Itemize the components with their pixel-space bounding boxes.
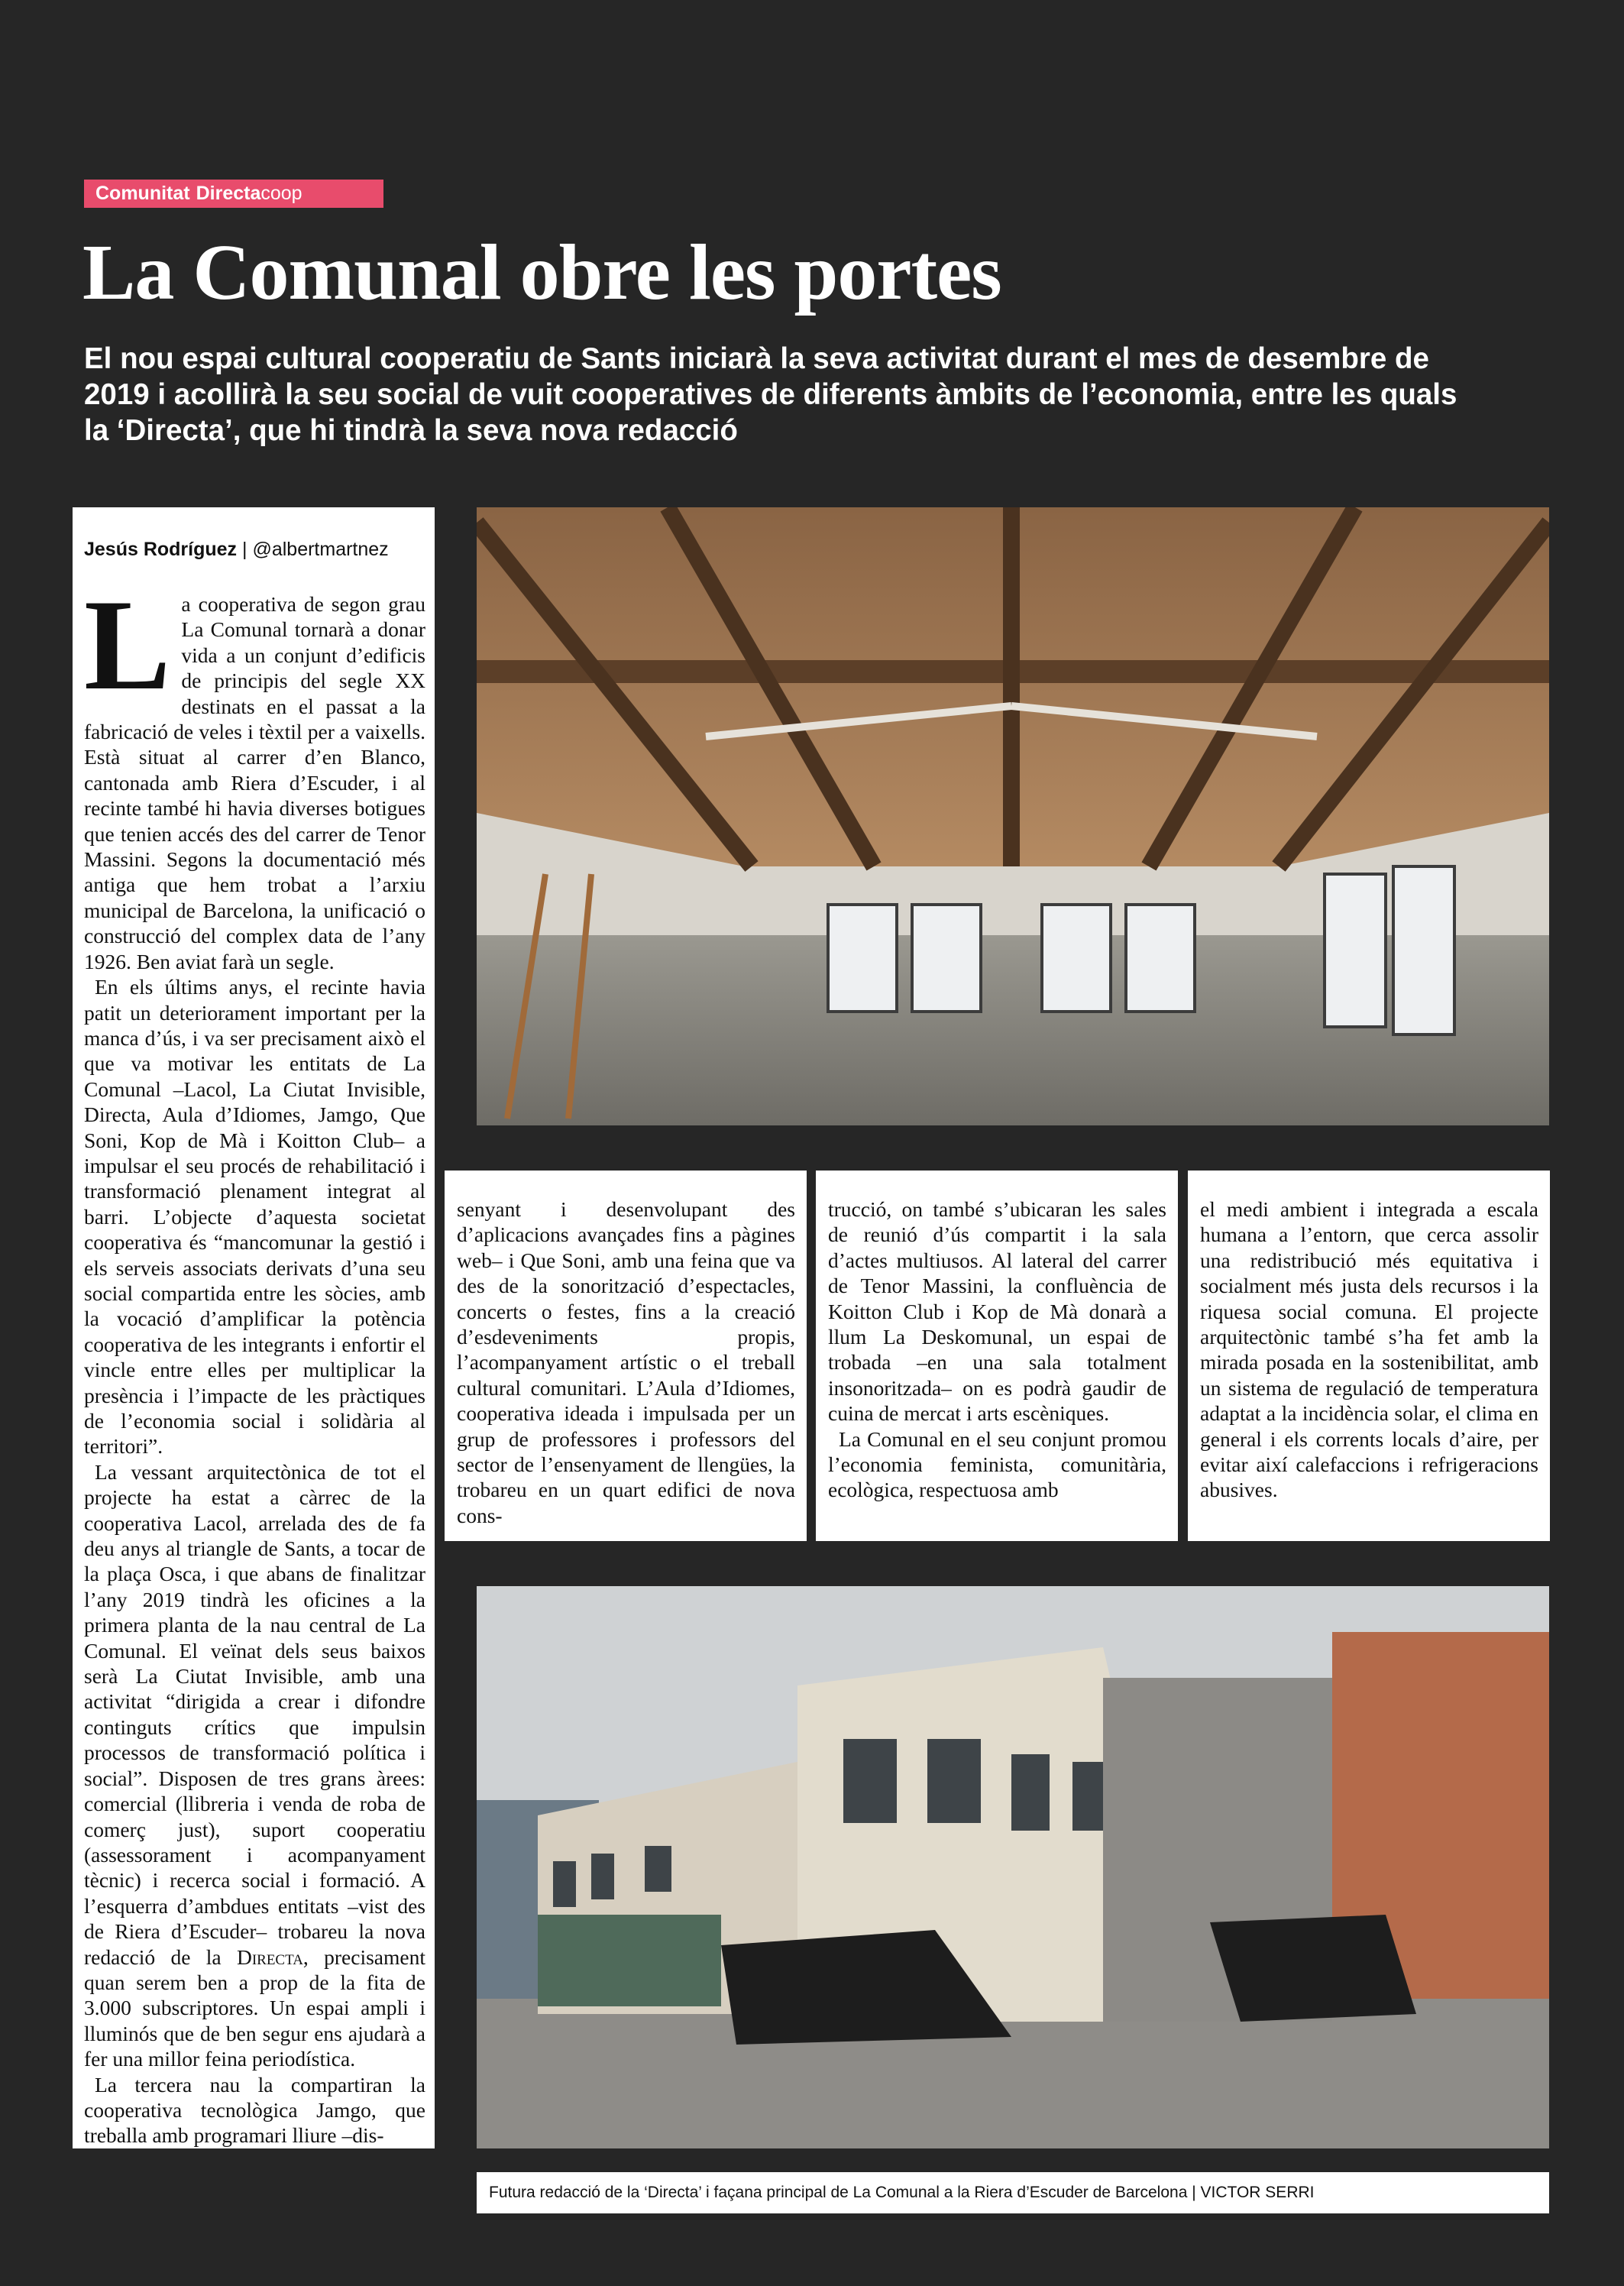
section-tag xyxy=(84,180,383,208)
byline xyxy=(84,538,425,561)
paragraph-3 xyxy=(84,1459,425,2072)
interior-roof-image xyxy=(477,507,1549,1125)
photo-caption xyxy=(477,2172,1549,2213)
headline: La Comunal obre les portes xyxy=(82,228,1001,316)
article-left-column xyxy=(73,507,435,2148)
facade-photo xyxy=(477,1586,1549,2148)
section-tag-prefix: Comunitat xyxy=(95,183,190,204)
caption-separator: | xyxy=(1187,2184,1201,2201)
article-column-4: el medi ambient i integrada a escala humana a l’entorn, que cerca assolir una redistribució més equitativa i socialment més justa dels recursos i la riquesa social comuna. El projecte arquitectònic també s’ha fet amb la mirada posada en la sostenibilitat, amb un sistema de regulació de temperatura adaptat a la incidència solar, el clima en general i els corrents locals d’aire, per evitar així calefaccions i refrigeracions abusives. xyxy=(1188,1171,1550,1541)
drop-cap: L xyxy=(84,573,171,717)
paragraph-4: La tercera nau la compartiran la cooperativa tecnològica Jamgo, que treballa amb programari lliure –dis- xyxy=(84,2072,425,2148)
facade-street-image xyxy=(477,1586,1549,2148)
directa-name: Directa xyxy=(236,1944,303,1969)
interior-photo xyxy=(477,507,1549,1125)
directa-logo-text: Directa xyxy=(196,183,261,204)
byline-handle[interactable]: @albertmartnez xyxy=(252,539,389,560)
paragraph-3-text-b: , precisament quan serem ben a prop de la fita de 3.000 subscriptores. Un espai ampli i lluminós que de ben segur ens ajudarà a fer una millor feina periodística. xyxy=(84,1944,425,2071)
byline-separator: | xyxy=(237,539,253,560)
article-column-3 xyxy=(816,1171,1178,1541)
caption-text: Futura redacció de la ‘Directa’ i façana principal de La Comunal a la Riera d’Escuder de Barcelona xyxy=(489,2184,1188,2201)
section-tag-suffix: coop xyxy=(260,183,302,204)
subtitle: El nou espai cultural cooperatiu de Sants iniciarà la seva activitat durant el mes de desembre de 2019 i acollirà la seu social de vuit cooperatives de diferents àmbits de l’economia, entre les quals la ‘Directa’, que hi tindrà la seva nova redacció xyxy=(84,342,1457,447)
article-column-2: senyant i desenvolupant des d’aplicacions avançades fins a pàgines web– i Que Soni, amb una feina que va des de la sonorització d’espectacles, concerts o festes, fins a la creació d’esdeveniments propis, l’acompanyament artístic o el treball cultural comunitari. L’Aula d’Idiomes, cooperativa ideada i impulsada per un grup de professores i professors del sector de l’ensenyament de llengües, la trobareu en un quart edifici de nova cons- xyxy=(445,1171,807,1541)
column-3-text-a: trucció, on també s’ubicaran les sales de reunió d’ús compartit i la sala d’actes multiusos. Al lateral del carrer de Tenor Massini, la confluència de Koitton Club i Kop de Mà donarà a llum La Deskomunal, un espai de trobada –en una sala totalment insonoritzada– on es podrà gaudir de cuina de mercat i arts escèniques. xyxy=(828,1197,1166,1426)
paragraph-1: a cooperativa de segon grau La Comunal tornarà a donar vida a un conjunt d’edificis de principis del segle XX destinats en el passat a la fabricació de veles i tèxtil per a vaixells. Està situat al carrer d’en Blanco, cantonada amb Riera d’Escuder, i al recinte també hi havia diverses botigues que tenien accés des del carrer de Tenor Massini. Segons la documentació més antiga que hem trobat a l’arxiu municipal de Barcelona, la unificació o construcció del complex data de l’any 1926. Ben aviat farà un segle. xyxy=(84,592,425,973)
paragraph-3-text-a: La vessant arquitectònica de tot el projecte ha estat a càrrec de la cooperativa Lacol, arrelada des de fa deu anys al triangle de Sants, a tocar de la plaça Osca, i que abans de finalitzar l’any 2019 tindrà les oficines a la primera planta de la nau central de La Comunal. El veïnat dels seus baixos serà La Ciutat Invisible, amb una activitat “dirigida a crear i difondre continguts crítics que impulsin processos de transformació política i social”. Disposen de tres grans àrees: comercial (llibreria i venda de roba de comerç just), suport cooperatiu (assessorament i acompanyament tècnic) i recerca social i formació. A l’esquerra d’ambdues entitats –vist des de Riera d’Escuder– trobareu la nova redacció de la xyxy=(84,1459,425,1969)
byline-author: Jesús Rodríguez xyxy=(84,539,238,560)
column-3-text-b: La Comunal en el seu conjunt promou l’economia feminista, comunitària, ecològica, respectuosa amb xyxy=(828,1426,1166,1502)
photo-credit: VICTOR SERRI xyxy=(1200,2184,1315,2201)
article-body xyxy=(84,573,425,2148)
paragraph-2: En els últims anys, el recinte havia patit un deteriorament important per la manca d’ús, i va ser precisament això el que va motivar les entitats de La Comunal –Lacol, La Ciutat Invisible, Directa, Aula d’Idiomes, Jamgo, Que Soni, Kop de Mà i Koitton Club– a impulsar el seu procés de rehabilitació i transformació plenament integrat al barri. L’objecte d’aquesta societat cooperativa és “mancomunar la gestió i els serveis associats derivats d’una seu social compartida entre les sòcies, amb la vocació d’amplificar la potència cooperativa de les integrants i enfortir el vincle entre elles per multiplicar la presència i l’impacte de les pràctiques de l’economia social i solidària al territori”. xyxy=(84,975,425,1459)
